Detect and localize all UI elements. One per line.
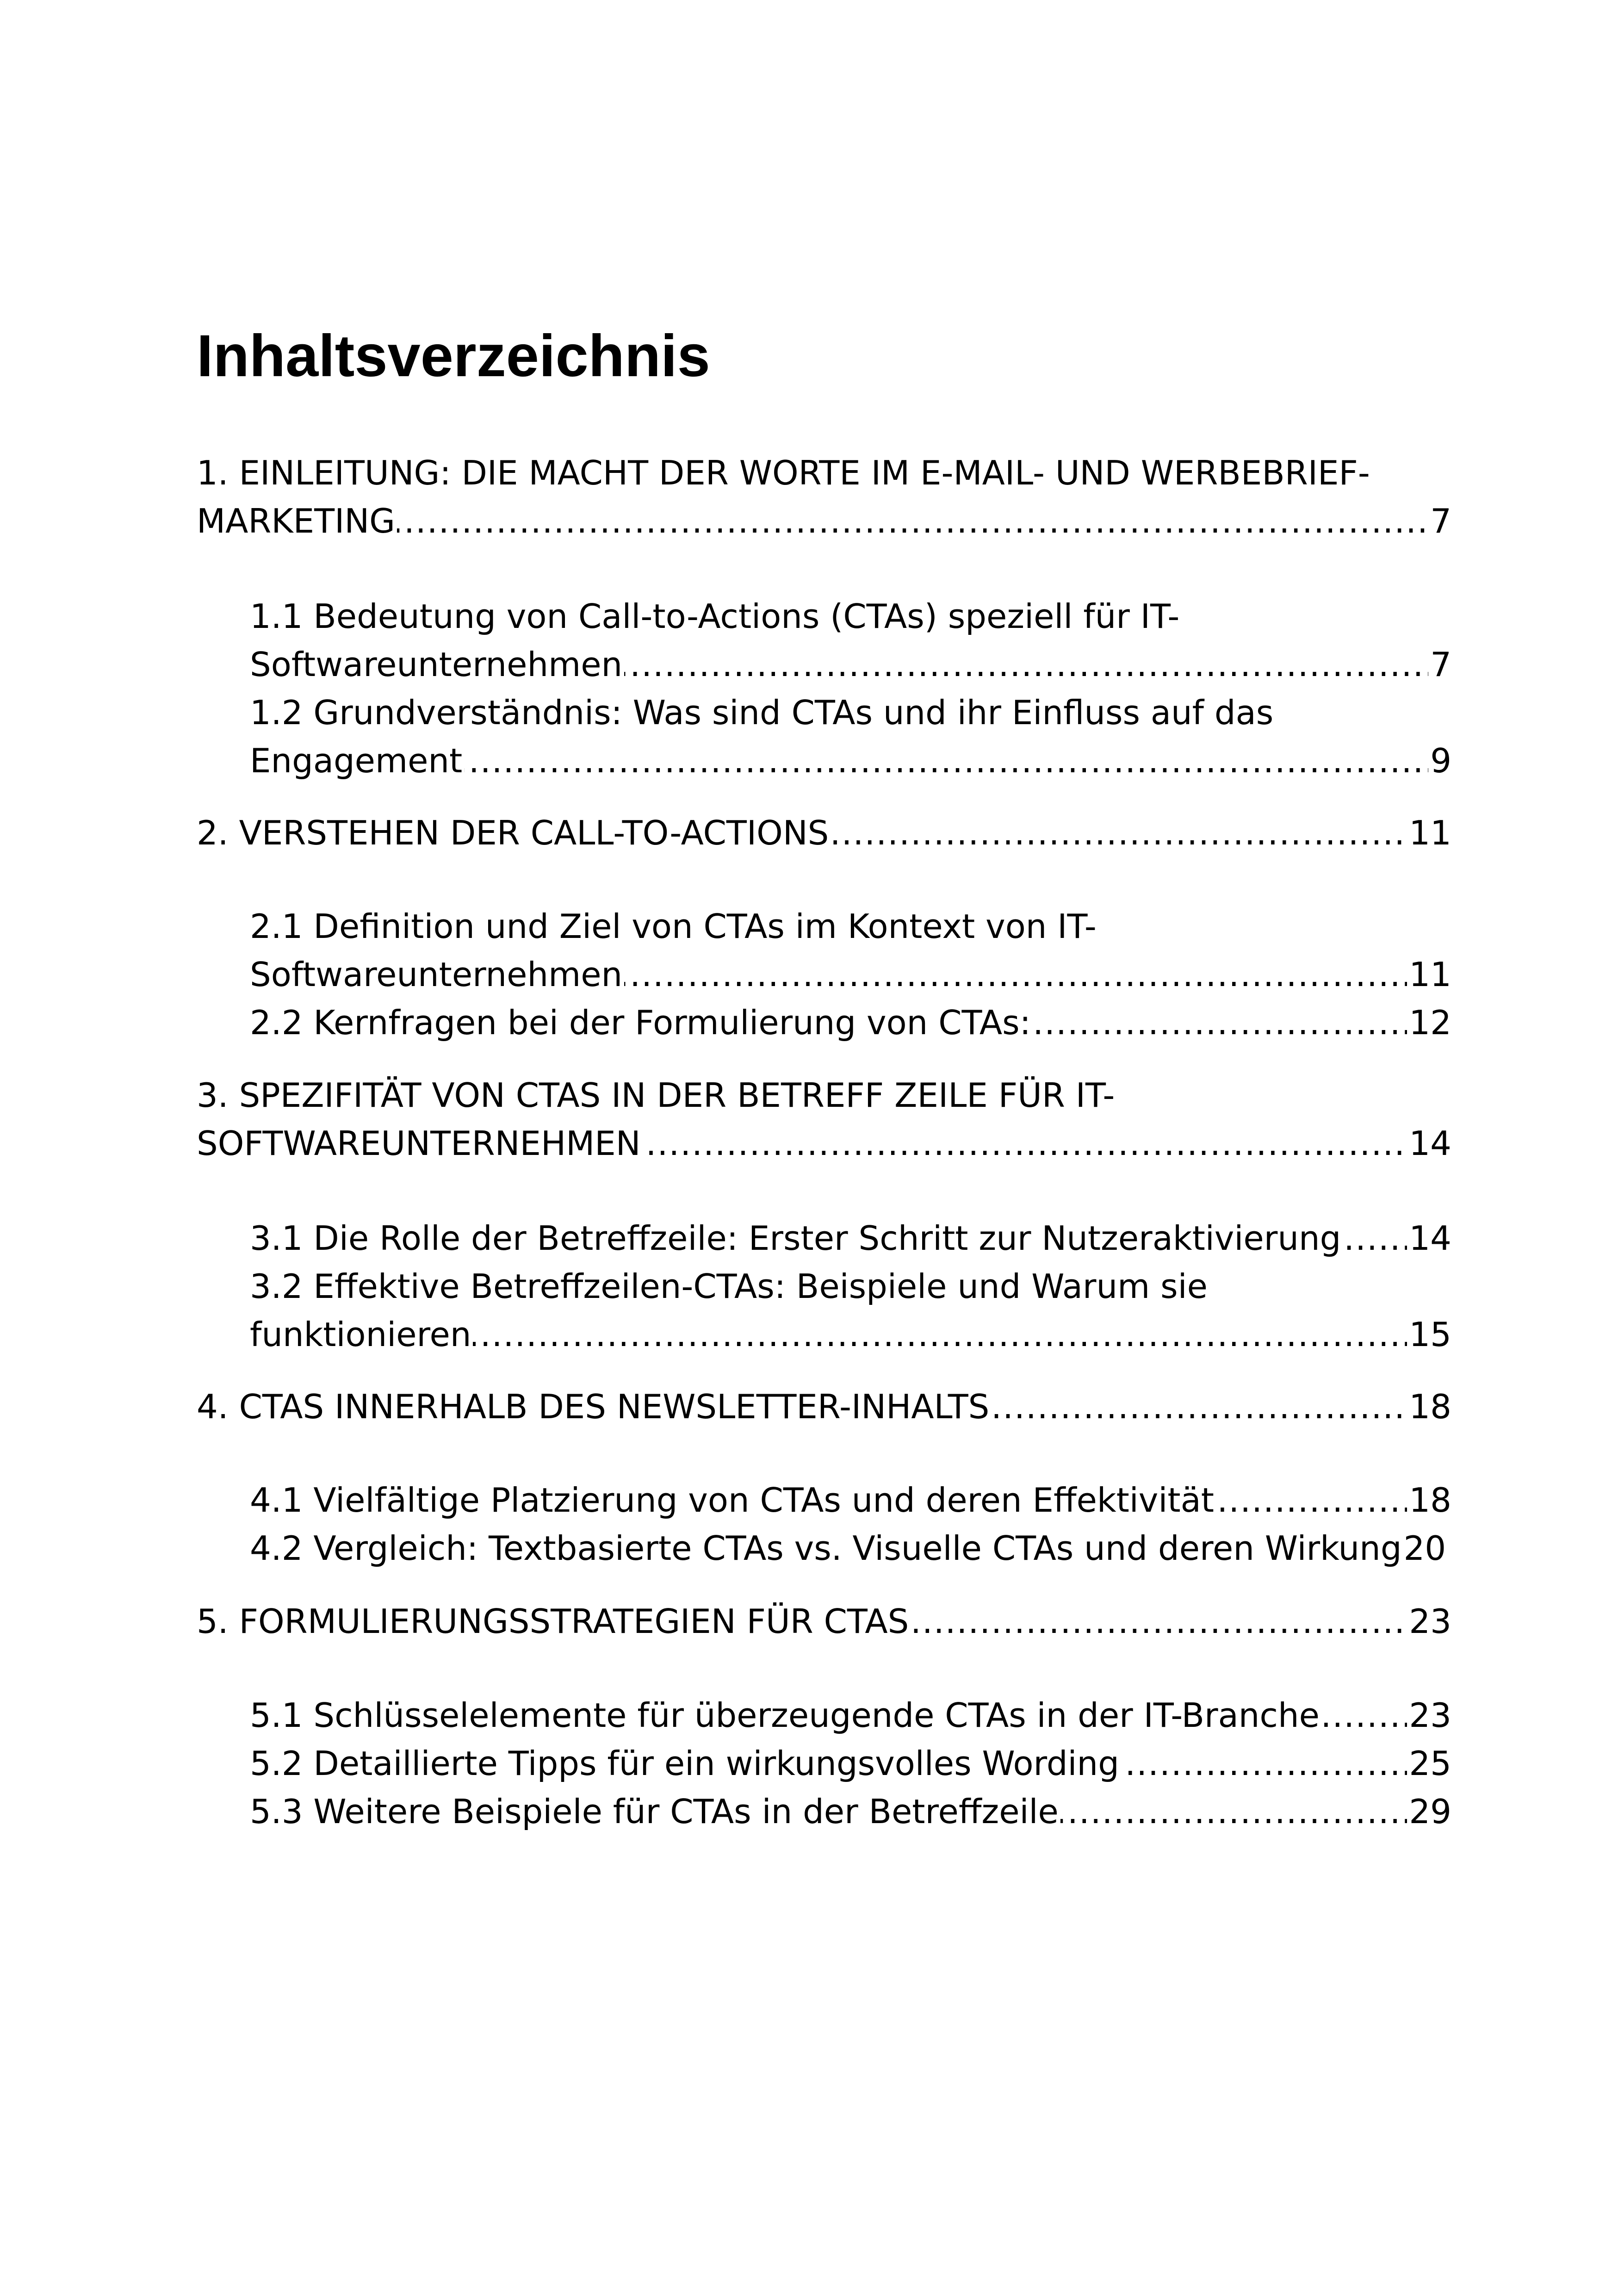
toc-page-number: 23 [1407, 1597, 1451, 1645]
toc-entry-text: 1. EINLEITUNG: DIE MACHT DER WORTE IM E-MAIL- UND WERBEBRIEF- [197, 453, 1372, 492]
toc-page-number: 7 [1428, 497, 1451, 545]
toc-entry-text: 4.2 Vergleich: Textbasierte CTAs vs. Visuelle CTAs und deren Wirkung [250, 1529, 1404, 1568]
toc-entry-text: 4. CTAS INNERHALB DES NEWSLETTER-INHALTS [197, 1387, 991, 1426]
toc-page-number: 11 [1407, 950, 1451, 999]
toc-entry-5-2 [250, 1739, 1451, 1787]
toc-entry-3-line-1 [197, 1071, 1451, 1119]
toc-page-number: 9 [1428, 737, 1451, 785]
toc-entry-3-line-2 [197, 1119, 1451, 1167]
toc-entry-4-1 [250, 1476, 1451, 1524]
toc-entry-3-1 [250, 1214, 1451, 1262]
toc-entry-text: 5.3 Weitere Beispiele für CTAs in der Betreffzeile [250, 1792, 1060, 1831]
toc-page-number: 20 [1403, 1529, 1446, 1568]
toc-page-number: 14 [1407, 1119, 1451, 1167]
toc-entry-5 [197, 1597, 1451, 1645]
toc-entry-text: 3. SPEZIFITÄT VON CTAS IN DER BETREFF ZEILE FÜR IT- [197, 1076, 1116, 1115]
toc-entry-text: funktionieren [250, 1315, 473, 1354]
toc-entry-text: 1.1 Bedeutung von Call-to-Actions (CTAs) speziell für IT- [250, 597, 1181, 636]
toc-entry-1-2-line-1 [250, 689, 1451, 737]
toc-page-number: 12 [1407, 999, 1451, 1047]
toc-entry-3-2-line-2 [250, 1310, 1451, 1359]
toc-entry-1-line-1 [197, 449, 1451, 497]
toc-page-number: 18 [1407, 1383, 1451, 1431]
toc-page-number: 15 [1407, 1310, 1451, 1359]
toc-entry-1-1-line-1 [250, 592, 1451, 640]
toc-entry-text: Softwareunternehmen [250, 955, 624, 994]
toc-entry-text: MARKETING [197, 502, 397, 540]
toc-entry-text: 5.1 Schlüsselelemente für überzeugende CTAs in der IT-Branche [250, 1696, 1321, 1735]
toc-entry-text: 3.1 Die Rolle der Betreffzeile: Erster Schritt zur Nutzeraktivierung [250, 1219, 1343, 1258]
toc-entry-1-line-2 [197, 497, 1451, 545]
toc-entry-text: SOFTWAREUNTERNEHMEN [197, 1124, 643, 1163]
toc-entry-3-2-line-1 [250, 1262, 1451, 1310]
toc-entry-text: 4.1 Vielfältige Platzierung von CTAs und deren Effektivität [250, 1481, 1216, 1520]
toc-page-number: 25 [1407, 1739, 1451, 1787]
toc-entry-text: Engagement [250, 741, 464, 780]
toc-entry-text: 5. FORMULIERUNGSSTRATEGIEN FÜR CTAS [197, 1602, 911, 1641]
toc-entry-text: Softwareunternehmen [250, 645, 624, 684]
toc-page-number: 14 [1407, 1214, 1451, 1262]
toc-entry-1-1-line-2 [250, 640, 1451, 689]
toc-entry-4-2 [250, 1524, 1508, 1572]
toc-page-number: 29 [1407, 1787, 1451, 1836]
toc-entry-text: 5.2 Detaillierte Tipps für ein wirkungsvolles Wording [250, 1744, 1121, 1783]
toc-entry-1-2-line-2 [250, 737, 1451, 785]
toc-entry-2-2 [250, 999, 1451, 1047]
toc-entry-text: 3.2 Effektive Betreffzeilen-CTAs: Beispiele und Warum sie [250, 1267, 1209, 1306]
toc-entry-2-1-line-2 [250, 950, 1451, 999]
toc-page-number: 7 [1428, 640, 1451, 689]
page-title: Inhaltsverzeichnis [197, 323, 710, 389]
toc-entry-text: 1.2 Grundverständnis: Was sind CTAs und ihr Einfluss auf das [250, 693, 1275, 732]
toc-entry-4 [197, 1383, 1451, 1431]
toc-entry-5-1 [250, 1691, 1451, 1739]
toc-entry-5-3 [250, 1787, 1451, 1836]
toc-entry-2-1-line-1 [250, 902, 1451, 950]
toc-page-number: 11 [1407, 809, 1451, 857]
toc-entry-text: 2.1 Definition und Ziel von CTAs im Kontext von IT- [250, 907, 1098, 946]
toc-page-number: 23 [1407, 1691, 1451, 1739]
toc-page-number: 18 [1407, 1476, 1451, 1524]
toc-entry-text: 2. VERSTEHEN DER CALL-TO-ACTIONS [197, 813, 831, 852]
toc-entry-text: 2.2 Kernfragen bei der Formulierung von CTAs: [250, 1003, 1033, 1042]
toc-entry-2 [197, 809, 1451, 857]
